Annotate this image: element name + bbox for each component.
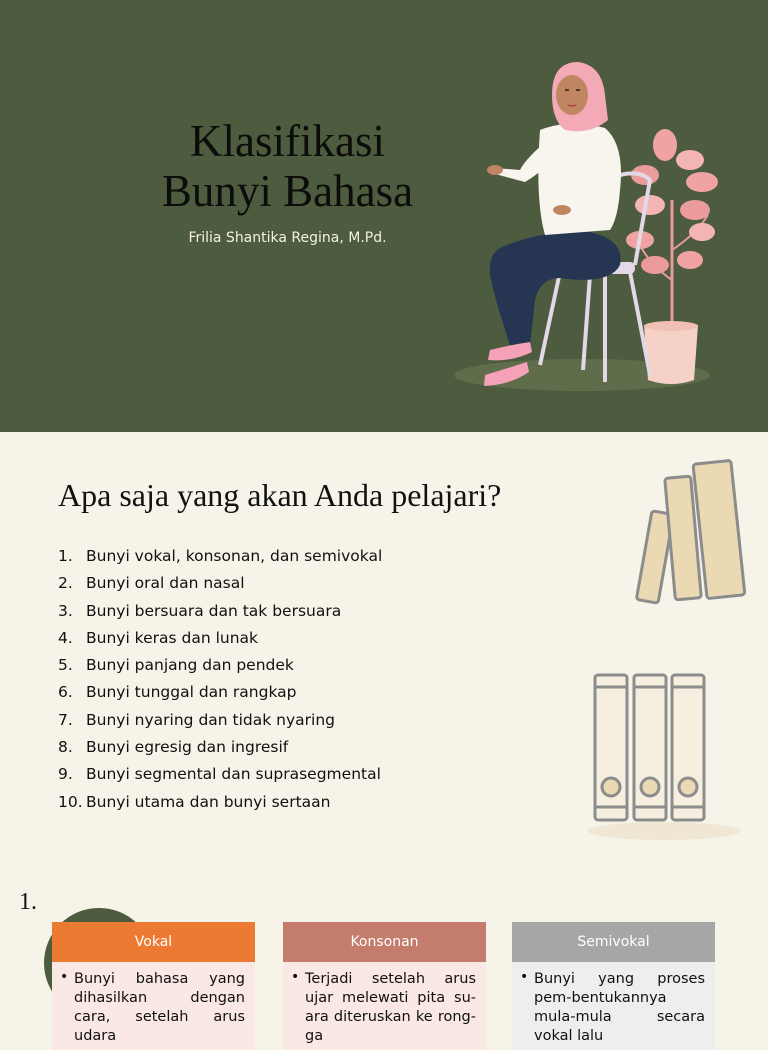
list-item: 8. Bunyi egresig dan ingresif	[58, 738, 289, 757]
list-item: 9. Bunyi segmental dan suprasegmental	[58, 765, 381, 784]
card-body: • Terjadi setelah arus ujar melewati pita su-ara diteruskan ke rong-ga	[283, 962, 486, 1050]
bullet-icon: •	[60, 969, 69, 985]
topics-list	[58, 547, 382, 820]
hand-raised	[487, 165, 503, 175]
list-item: 4. Bunyi keras dan lunak	[58, 628, 259, 647]
bullet-icon: •	[291, 969, 300, 985]
face	[556, 75, 588, 115]
leaning-books-icon	[636, 460, 745, 603]
topics-slide	[0, 432, 768, 847]
card-konsonan	[283, 922, 486, 1050]
bullet-icon: •	[520, 969, 529, 985]
card-vokal	[52, 922, 255, 1050]
list-item: 7. Bunyi nyaring dan tidak nyaring	[58, 710, 335, 729]
card-body: • Bunyi bahasa yang dihasilkan dengan cara, setelah arus udara	[52, 962, 255, 1050]
list-item: 1. Bunyi vokal, konsonan, dan semivokal	[58, 547, 383, 565]
list-item: 6. Bunyi tunggal dan rangkap	[58, 683, 297, 702]
title-line-2: Bunyi Bahasa	[161, 166, 414, 216]
list-item: 3. Bunyi bersuara dan tak bersuara	[58, 601, 342, 620]
author-name: Frilia Shantika Regina, M.Pd.	[188, 230, 387, 246]
card-title: Semivokal	[512, 922, 715, 962]
hand-lap	[553, 205, 571, 215]
card-semivokal	[512, 922, 715, 1050]
title-slide	[0, 0, 768, 432]
card-title: Konsonan	[283, 922, 486, 962]
card-body: • Bunyi yang proses pem-bentukannya mula-mula secara vokal lalu	[512, 962, 715, 1050]
classification-slide	[0, 847, 768, 1044]
card-title: Vokal	[52, 922, 255, 962]
slide-title	[115, 116, 460, 216]
topics-heading: Apa saja yang akan Anda pelajari?	[58, 477, 502, 513]
shelf-shadow	[588, 822, 740, 840]
section-number: 1.	[19, 889, 37, 915]
list-item: 5. Bunyi panjang dan pendek	[58, 656, 294, 675]
title-line-1: Klasifikasi	[190, 116, 385, 166]
potted-plant-illustration	[626, 129, 718, 384]
list-item: 10. Bunyi utama dan bunyi sertaan	[58, 792, 331, 811]
list-item: 2. Bunyi oral dan nasal	[58, 574, 245, 593]
binders-icon	[595, 675, 704, 820]
woman-sitting-illustration	[440, 50, 740, 400]
books-decoration	[560, 442, 760, 842]
